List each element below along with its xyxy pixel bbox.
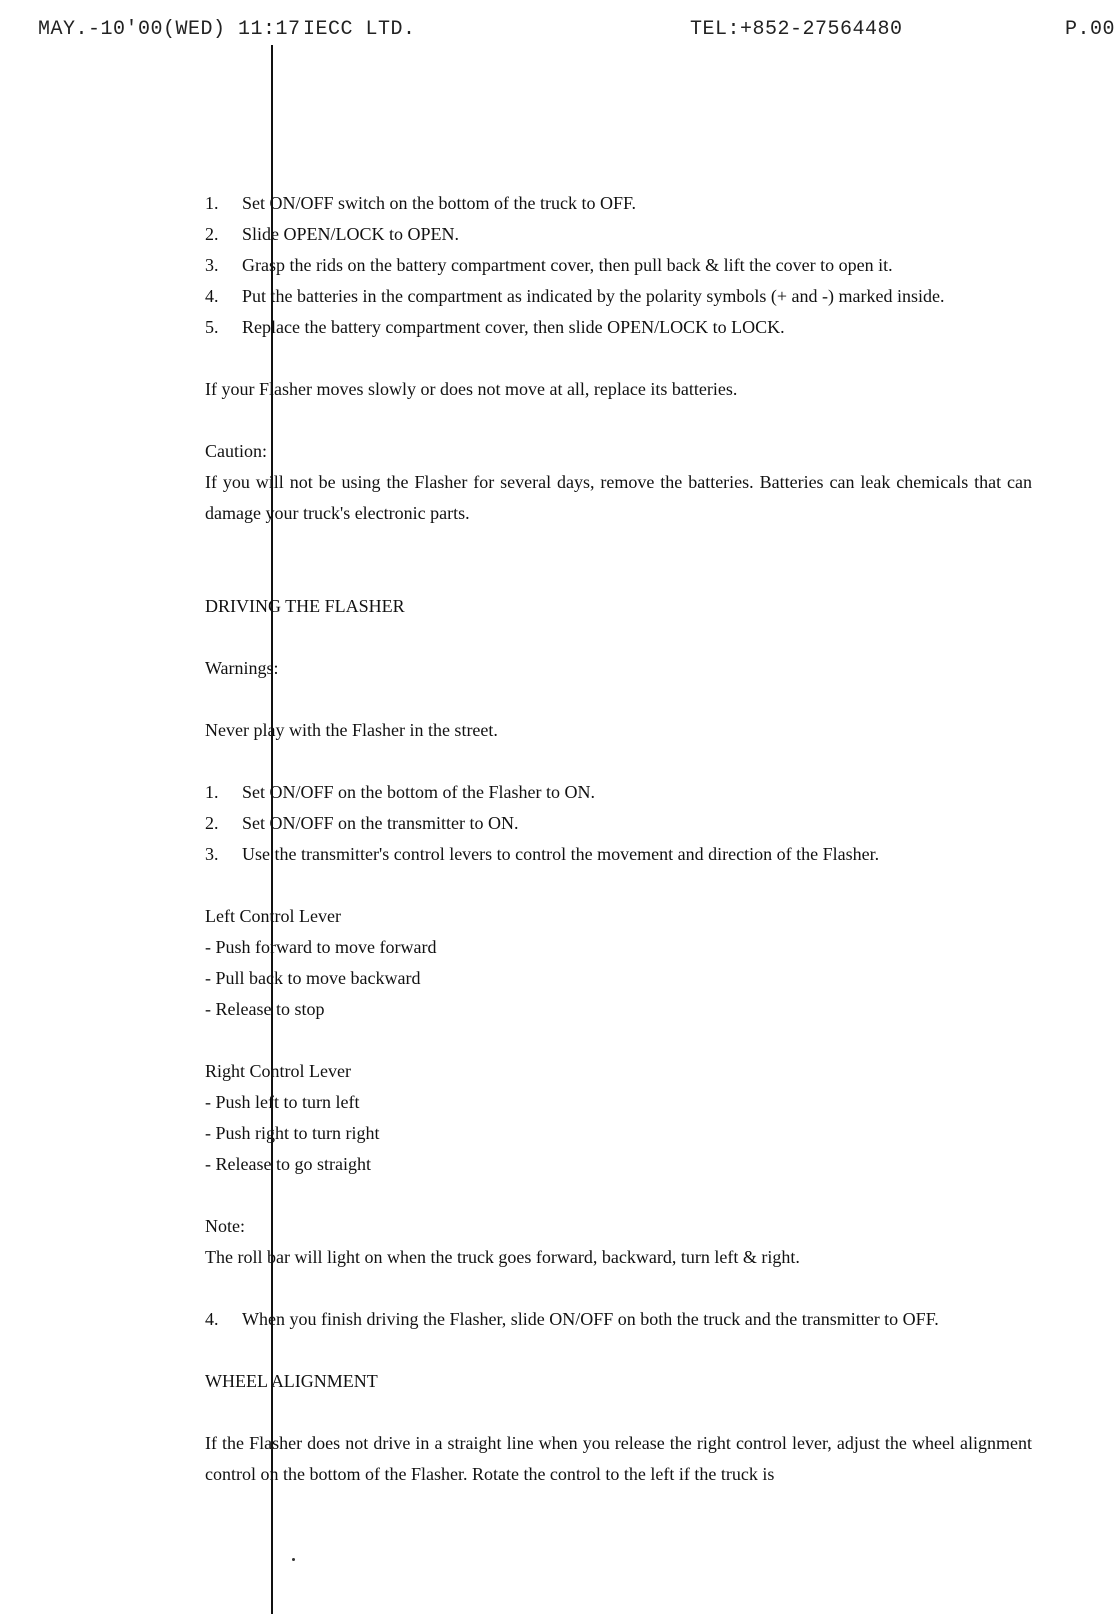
note-label: Note: [205, 1216, 245, 1236]
fax-company: IECC LTD. [303, 18, 416, 41]
driving-steps [205, 777, 1032, 870]
list-item: 1. Set ON/OFF switch on the bottom of the truck to OFF. [205, 193, 637, 213]
battery-install-steps [205, 188, 1032, 343]
note-text: The roll bar will light on when the truck goes forward, backward, turn left & right. [205, 1247, 800, 1267]
list-item: 2. Slide OPEN/LOCK to OPEN. [205, 224, 460, 244]
warning-text: Never play with the Flasher in the street. [205, 720, 498, 740]
fax-page-number: P.00 [1065, 18, 1116, 41]
right-lever-item: - Push left to turn left [205, 1092, 360, 1112]
slow-movement-note: If your Flasher moves slowly or does not move at all, replace its batteries. [205, 379, 738, 399]
driving-heading: DRIVING THE FLASHER [205, 596, 405, 616]
warnings-label: Warnings: [205, 658, 279, 678]
list-item: 2. Set ON/OFF on the transmitter to ON. [205, 813, 519, 833]
list-item: 5. Replace the battery compartment cover, then slide OPEN/LOCK to LOCK. [205, 317, 785, 337]
left-lever-item: - Pull back to move backward [205, 968, 421, 988]
left-lever-title: Left Control Lever [205, 906, 341, 926]
right-lever-item: - Release to go straight [205, 1154, 371, 1174]
caution-heading: Caution: [205, 441, 267, 461]
manual-page [205, 188, 1032, 1490]
fax-telephone: TEL:+852-27564480 [690, 18, 903, 41]
wheel-alignment-text: If the Flasher does not drive in a straight line when you release the right control lever, adjust the wheel alignment control on the bottom of the Flasher. Rotate the control to the left if the truck is [205, 1433, 1032, 1484]
wheel-alignment-heading: WHEEL ALIGNMENT [205, 1371, 378, 1391]
list-item: 4. When you finish driving the Flasher, slide ON/OFF on both the truck and the transmitter to OFF. [205, 1309, 939, 1329]
list-item: 3. Use the transmitter's control levers to control the movement and direction of the Flasher. [205, 844, 880, 864]
fax-date: MAY.-10'00(WED) 11:17 [38, 18, 301, 41]
list-item: 3. Grasp the rids on the battery compartment cover, then pull back & lift the cover to open it. [205, 255, 893, 275]
fax-scan-speck [292, 1558, 295, 1561]
caution-text: If you will not be using the Flasher for several days, remove the batteries. Batteries can leak chemicals that can damage your truck's electronic parts. [205, 472, 1032, 523]
right-lever-item: - Push right to turn right [205, 1123, 380, 1143]
finish-step [205, 1304, 1032, 1335]
list-item: 1. Set ON/OFF on the bottom of the Flasher to ON. [205, 782, 595, 802]
left-lever-item: - Push forward to move forward [205, 937, 437, 957]
left-lever-item: - Release to stop [205, 999, 325, 1019]
fax-header [0, 18, 1120, 48]
right-lever-title: Right Control Lever [205, 1061, 351, 1081]
list-item: 4. Put the batteries in the compartment as indicated by the polarity symbols (+ and -) marked inside. [205, 286, 945, 306]
